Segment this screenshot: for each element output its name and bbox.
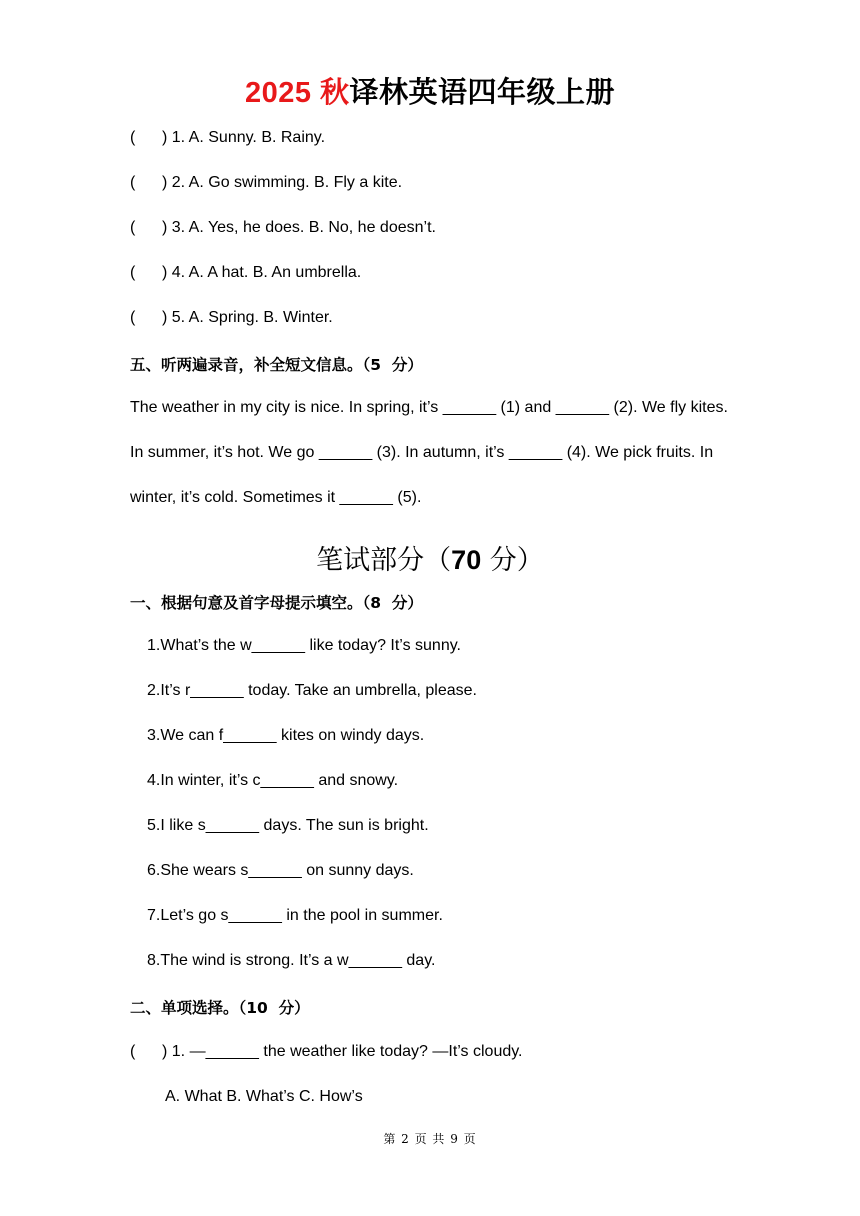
- fill-item-7: 7.Let’s go s______ in the pool in summer.: [147, 907, 443, 924]
- page-title: [0, 70, 860, 111]
- listening-item-3: ( ) 3. A. Yes, he does. B. No, he doesn’t.: [130, 219, 436, 236]
- fill-item-8: 8.The wind is strong. It’s a w______ day.: [147, 952, 436, 969]
- title-text: 译林英语四年级上册: [349, 77, 616, 109]
- section-1-heading: 一、根据句意及首字母提示填空。（8 分）: [130, 594, 423, 612]
- listening-item-4: ( ) 4. A. A hat. B. An umbrella.: [130, 264, 362, 281]
- written-part-score: 70: [451, 545, 482, 575]
- written-part-title-post: 分）: [481, 545, 544, 576]
- fill-item-5: 5.I like s______ days. The sun is bright.: [147, 817, 429, 834]
- fill-item-6: 6.She wears s______ on sunny days.: [147, 862, 414, 879]
- section-2-heading: 二、单项选择。（10 分）: [130, 999, 310, 1017]
- passage-line-3: winter, it’s cold. Sometimes it ______ (5).: [130, 489, 422, 506]
- written-part-title: [0, 538, 860, 577]
- fill-item-4: 4.In winter, it’s c______ and snowy.: [147, 772, 399, 789]
- fill-item-1: 1.What’s the w______ like today? It’s sunny.: [147, 637, 461, 654]
- listening-item-5: ( ) 5. A. Spring. B. Winter.: [130, 309, 333, 326]
- fill-item-3: 3.We can f______ kites on windy days.: [147, 727, 425, 744]
- title-year-term: 2025 秋: [244, 77, 350, 109]
- fill-item-2: 2.It’s r______ today. Take an umbrella, please.: [147, 682, 477, 699]
- passage-line-1: The weather in my city is nice. In spring, it’s ______ (1) and ______ (2). We fly kites.: [130, 399, 728, 416]
- listening-item-2: ( ) 2. A. Go swimming. B. Fly a kite.: [130, 174, 403, 191]
- listening-item-1: ( ) 1. A. Sunny. B. Rainy.: [130, 129, 326, 146]
- passage-line-2: In summer, it’s hot. We go ______ (3). In autumn, it’s ______ (4). We pick fruits. In: [130, 444, 714, 461]
- choice-question-1: ( ) 1. —______ the weather like today? —It’s cloudy.: [130, 1043, 523, 1060]
- choice-question-1-options: A. What B. What’s C. How’s: [165, 1088, 363, 1105]
- written-part-title-pre: 笔试部分（: [316, 545, 452, 576]
- page-footer: 第 2 页 共 9 页: [383, 1132, 477, 1146]
- section-5-heading: 五、听两遍录音，补全短文信息。（5 分）: [130, 356, 423, 374]
